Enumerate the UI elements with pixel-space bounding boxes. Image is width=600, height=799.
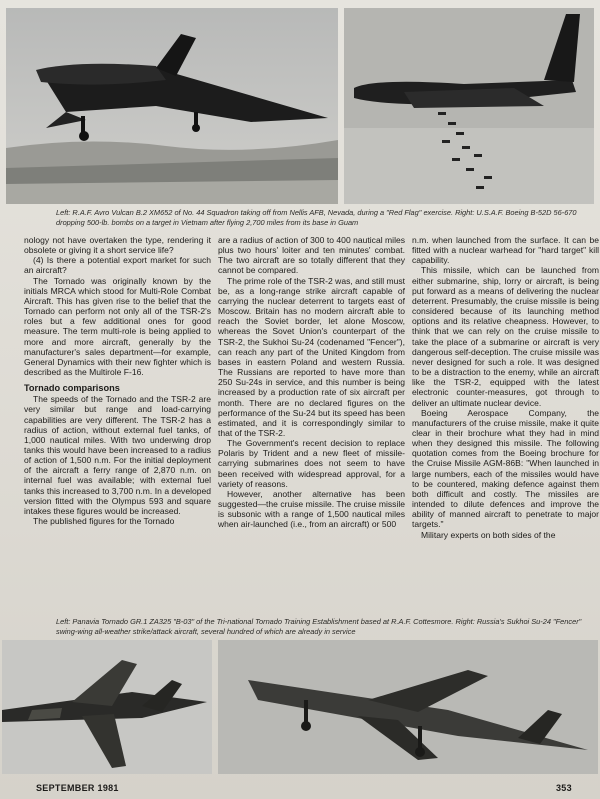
caption-bottom-photos: Left: Panavia Tornado GR.1 ZA325 "B-03" of the Tri-national Tornado Training Establishment based at R.A.F. Cottesmore. Right: Russia's Sukhoi Su-24 "Fencer" swing-wing all-weather strike/attack aircraft, several hundred of which are already in service [56, 617, 582, 636]
caption-top-photos: Left: R.A.F. Avro Vulcan B.2 XM652 of No. 44 Squadron taking off from Nellis AFB, Nevada, during a "Red Flag" exercise. Right: U.S.A.F. Boeing B-52D 56-670 dropping 500-lb. bombs on a target in Vietnam after flying 2,700 miles from its base in Guam [56, 208, 577, 227]
text-column-2 [218, 235, 405, 615]
paragraph: The Tornado was originally known by the initials MRCA which stood for Multi-Role Combat Aircraft. This has given rise to the belief that the Tornado can perform not only all of the TSR-2's roles but a few additional ones for good measure. The term multi-role is being applied to more and more aircraft, generally by the manufacturer's sales department—for example, General Dynamics with their new fighter which is described as the Multirole F-16. [24, 275, 211, 378]
paragraph: However, another alternative has been suggested—the cruise missile. The cruise missile is subsonic with a range of 1,500 nautical miles when air-launched (i.e., from an aircraft) or 500 [218, 488, 405, 530]
paragraph: Military experts on both sides of the [421, 529, 556, 540]
paragraph: n.m. when launched from the surface. It can be fitted with a nuclear warhead for "hard target" kill capability. [412, 235, 599, 266]
paragraph: The Government's recent decision to replace Polaris by Trident and a new fleet of missile-carrying submarines does not seem to have been received with widespread approval, for a variety of reasons. [218, 438, 405, 489]
text-column-3 [412, 235, 599, 615]
text-column-1 [24, 235, 211, 615]
paragraph: (4) Is there a potential export market for such an aircraft? [24, 255, 211, 276]
photo-panavia-tornado [2, 640, 212, 774]
paragraph: The published figures for the Tornado [33, 516, 175, 527]
issue-date: SEPTEMBER 1981 [36, 783, 119, 793]
paragraph: The speeds of the Tornado and the TSR-2 are very similar but range and load-carrying capabilities are very different. The TSR-2 has a radius of action, without external fuel tanks, of 1,000 nautical miles. With two underwing drop tanks this would have been increased to a radius of action of 1,500 n.m. For the initial deployment of the aircraft a ferry range of 2,870 n.m. on internal fuel was available; with external fuel tanks this increased to 3,700 n.m. In a developed version fitted with the Olympus 593 and square intakes these figures would be increased. [24, 394, 211, 516]
section-heading: Tornado comparisons [24, 383, 120, 394]
paragraph: Boeing Aerospace Company, the manufacturers of the cruise missile, make it quite clear in their brochure what they had in mind when they designed this missile. The following quotation comes from the Boeing brochure for the Cruise Missile AGM-86B: "When launched in large numbers, each of the missiles would have to be countered, making defence against them both difficult and costly. The missiles are intended to dilute defences and improve the ability of manned aircraft to penetrate to major targets." [412, 407, 599, 530]
paragraph: are a radius of action of 300 to 400 nautical miles plus two hours' loiter and ten minutes' combat. The two aircraft are so totally different that they cannot be compared. [218, 235, 405, 276]
paragraph: nology not have overtaken the type, rendering it obsolete or giving it a short service life? [24, 235, 211, 256]
photo-sukhoi-su24 [218, 640, 598, 774]
paragraph: The prime role of the TSR-2 was, and still must be, as a long-range strike aircraft capable of carrying the nuclear deterrent to targets east of Moscow. Britain has no modern aircraft able to reach the Soviet border, let alone Moscow, whereas the Sovet Union's counterpart of the TSR-2, the Sukhoi Su-24 (codenamed "Fencer"), can reach any part of the United Kingdom from bases in eastern Poland and western Russia. The Russians are reported to have more than 250 Su-24s in service, and this number is being increased by a production rate of six aircraft per month. There are no declared figures on the performance of the Su-24 but its speed has been estimated, and it is correspondingly similar to that of the TSR-2. [218, 275, 405, 438]
photo-boeing-b52 [344, 8, 594, 204]
paragraph: This missile, which can be launched from either submarine, ship, lorry or aircraft, is being put forward as a means of delivering the nuclear deterrent. Presumably, the cruise missile is being considered because of its launching method options and its relative cheapness. However, to think that we can rely on the cruise missile to take the place of a submarine or aircraft is very dangerous self-deception. The cruise missile was never designed for such a role. It was designed to be a distraction to the enemy, while an aircraft like the TSR-2, equipped with the latest electronic counter-measures, got through to deliver an ultimate nuclear device. [412, 265, 599, 408]
photo-avro-vulcan [6, 8, 338, 204]
page-number: 353 [556, 783, 572, 793]
